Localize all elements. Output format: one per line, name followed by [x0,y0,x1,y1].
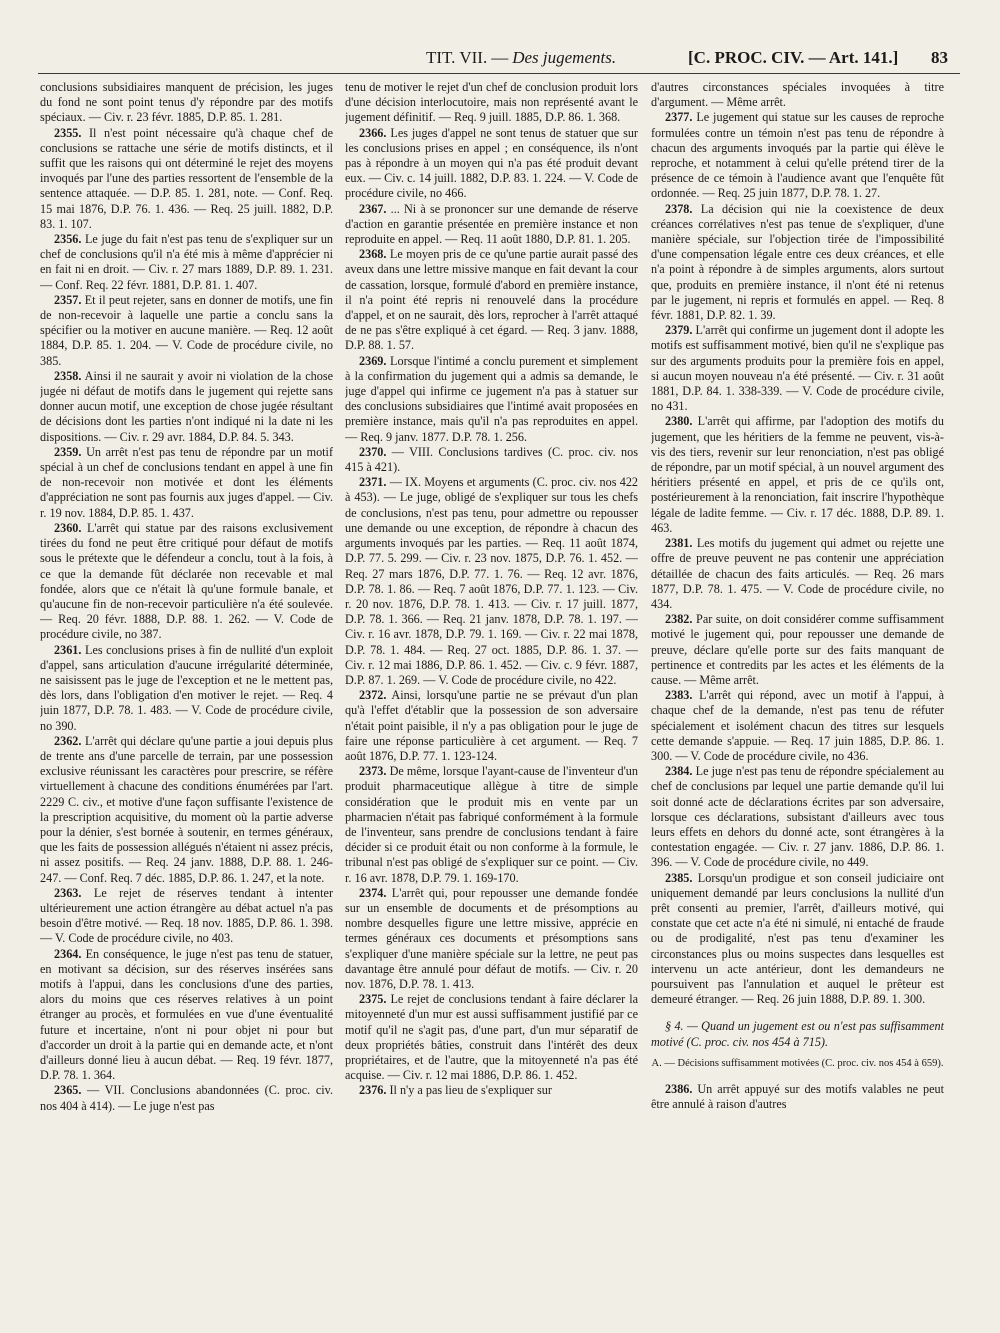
paragraph-number: 2374. [359,885,387,900]
paragraph-number: 2373. [359,764,387,779]
paragraph-text: Il n'est point nécessaire qu'à chaque chef de conclusions se rattache une série de motifs distincts, et il suffit que les raisons qui ont déterminé le rejet des moyens invoqués par l'une des parties ressortent de l'ensemble de la sentence attaquée. — D.P. 85. 1. 281, note. — Conf. Req. 15 mai 1876, D.P. 76. 1. 436. — Req. 25 juill. 1882, D.P. 83. 1. 107. [40,125,333,231]
code-reference: [C. PROC. CIV. — Art. 141.] [688,48,899,67]
paragraph-number: 2371. [359,475,387,490]
paragraph [651,202,944,324]
subtitle-label: Des jugements. [512,48,617,67]
paragraph-text: L'arrêt qui, pour repousser une demande fondée sur un ensemble de documents et de présomptions au nombre desquelles figure une lettre missive, apprécie en termes généraux ces documents et présomptions sans s'expliquer d'une manière spéciale sur la lettre, ne peut pas davantage être annulé pour défaut de motifs. — Civ. r. 20 nov. 1876, D.P. 78. 1. 413. [345,885,638,991]
paragraph-text: Les juges d'appel ne sont tenus de statuer que sur les conclusions prises en appel ; en conséquence, ils n'ont pas à répondre à un moyen qui n'a pas été produit devant eux. — Civ. c. 14 juill. 1882, D.P. 83. 1. 224. — V. Code de procédure civile, no 466. [345,125,638,201]
running-title [426,48,616,68]
paragraph-text: De même, lorsque l'ayant-cause de l'inventeur d'un produit pharmaceutique allègue à titre de simple considération que le produit mis en vente par un pharmacien n'était pas fabriqué conformément à la formule de l'inventeur, sans prendre de conclusions tendant à faire décider si ce produit était ou non conforme à la formule, le tribunal n'est pas obligé de s'expliquer sur ce point. — Civ. r. 16 avr. 1878, D.P. 79. 1. 169-170. [345,764,638,885]
paragraph-text: tenu de motiver le rejet d'un chef de conclusion produit lors d'une décision interlocutoire, mais non représenté avant le jugement définitif. — Req. 9 juill. 1885, D.P. 86. 1. 368. [345,80,638,125]
paragraph-number: 2379. [665,323,693,338]
paragraph-number: 2376. [359,1083,387,1098]
paragraph-number: 2381. [665,536,693,551]
paragraph-number: 2370. [359,444,387,459]
paragraph-text: L'arrêt qui statue par des raisons exclusivement tirées du fond ne peut être critiqué pour défaut de motifs sous le prétexte que le défendeur a conclu, tout à la fois, à ce que la demande fût déclarée non recevable et mal fondée, alors que ce n'était là qu'une formule banale, et qu'aucune fin de non-recevoir particulière n'a été soulevée. — Req. 20 févr. 1888, D.P. 88. 1. 262. — V. Code de procédure civile, no 387. [40,520,333,642]
paragraph [651,688,944,764]
paragraph [345,886,638,992]
paragraph [40,293,333,369]
paragraph-text: Ainsi il ne saurait y avoir ni violation de la chose jugée ni défaut de motifs dans le jugement qui rejette sans donner aucun motif, une exception de chose jugée résultant de décisions dont les parties n'ont indiqué ni la date ni les dispositions. — Civ. r. 29 avr. 1884, D.P. 84. 5. 343. [40,368,333,444]
paragraph [651,110,944,201]
paragraph-text: Le moyen pris de ce qu'une partie aurait passé des aveux dans une lettre missive manque en fait devant la cour de cassation, lorsque, formulé d'abord en première instance, il n'a point été repris ni renouvelé dans la procédure d'appel, et on ne saurait, dès lors, reprocher à l'arrêt attaqué de ne pas s'être expliqué à cet égard. — Req. 3 janv. 1888, D.P. 88. 1. 57. [345,247,638,353]
paragraph-text: L'arrêt qui affirme, par l'adoption des motifs du jugement, que les héritiers de la femme ne peuvent, vis-à-vis des tiers, revenir sur leur renonciation, n'est pas obligé de répondre, par un motif spécial, à un nouvel argument des héritiers présenté en appel, et pris de ce qu'ils ont, postérieurement à la renonciation, fait inscrire l'hypothèque légale de ladite femme. — Civ. r. 17 déc. 1888, D.P. 89. 1. 463. [651,414,944,535]
paragraph-text: Lorsqu'un prodigue et son conseil judiciaire ont uniquement demandé par leurs conclusions la nullité d'un prêt consenti au premier, l'arrêt, d'ailleurs motivé, qui constate que cet acte n'a été ni simulé, ni entaché de fraude ou de prodigalité, n'est pas tenu d'examiner les circonstances plus ou moins suspectes dans lesquelles est intervenu un acte antérieur, dont les demandeurs ne poursuivent pas l'annulation et auquel le prêteur est demeuré étranger. — Req. 26 juin 1888, D.P. 89. 1. 300. [651,870,944,1007]
title-label: TIT. VII. [426,48,488,67]
header-rule [38,73,960,74]
paragraph-number: 2384. [665,764,693,779]
paragraph-number: 2377. [665,110,693,125]
paragraph-number: 2385. [665,870,693,885]
paragraph-number: 2356. [54,232,82,247]
paragraph [651,536,944,612]
paragraph-number: 2357. [54,292,82,307]
paragraph-number: 2368. [359,247,387,262]
paragraph-text: En conséquence, le juge n'est pas tenu de statuer, en motivant sa décision, sur des réserves insérées sans motifs à l'appui, dans les conclusions d'une des parties, alors du moins que ces réserves relatives à un point étranger au procès, et formulées en vue d'une éventualité future et incertaine, n'ont ni pour objet ni pour but d'accorder un droit à la partie qui en demande acte, et n'ont d'ailleurs donné lieu à aucun débat. — Req. 19 févr. 1877, D.P. 78. 1. 364. [40,946,333,1083]
paragraph [40,734,333,886]
paragraph-text: Et il peut rejeter, sans en donner de motifs, une fin de non-recevoir à laquelle une partie a conclu sans la spécifier ou la motiver en aucune manière. — Req. 12 août 1884, D.P. 85. 1. 204. — V. Code de procédure civile, no 385. [40,292,333,368]
paragraph-number: 2386. [665,1081,693,1096]
paragraph [40,80,333,126]
paragraph [40,947,333,1084]
paragraph [345,354,638,445]
paragraph-text: Un arrêt appuyé sur des motifs valables ne peut être annulé à raison d'autres [651,1081,944,1111]
paragraph [345,475,638,688]
paragraph [651,80,944,110]
paragraph [345,764,638,886]
paragraph-number: 2359. [54,444,82,459]
paragraph [345,247,638,353]
paragraph-number: 2360. [54,520,82,535]
paragraph-text: — VIII. Conclusions tardives (C. proc. civ. nos 415 à 421). [345,444,638,475]
paragraph [651,612,944,688]
paragraph [345,202,638,248]
paragraph-text: Ainsi, lorsqu'une partie ne se prévaut d'un plan qu'à l'effet d'établir que la possession de son adversaire n'était point paisible, il n'y a pas obligation pour le juge de faire une réponse particulière à cet argument. — Req. 7 août 1876, D.P. 77. 1. 123-124. [345,688,638,763]
paragraph [651,1082,944,1112]
paragraph-text: Les conclusions prises à fin de nullité d'un exploit d'appel, sans articulation d'aucune irrégularité déterminée, ne saisissent pas le juge de l'exception et ne le mettent pas, dès lors, dans l'obligation d'en motiver le rejet. — Req. 4 juin 1877, D.P. 78. 1. 483. — V. Code de procédure civile, no 390. [40,642,333,733]
paragraph-text: Lorsque l'intimé a conclu purement et simplement à la confirmation du jugement qui a admis sa demande, le juge d'appel qui infirme ce jugement n'a pas à statuer sur des conclusions subsidiaires que l'intimé avait proposées en première instance, mais qu'il n'a pas reproduites en appel. — Req. 9 janv. 1877. D.P. 78. 1. 256. [345,353,638,444]
paragraph-text: La décision qui nie la coexistence de deux créances corrélatives n'est pas tenue de s'expliquer, d'une manière spéciale, sur l'objection tirée de l'impossibilité d'une compensation légale entre ces deux créances, et elle n'a point à répondre à de simples arguments, alors surtout que, produits en première instance, il n'ont été ni retenus par le jugement, ni repris et formulés en appel. — Req. 8 févr. 1881, D.P. 82. 1. 39. [651,201,944,323]
paragraph [40,1083,333,1113]
paragraph-text: — IX. Moyens et arguments (C. proc. civ. nos 422 à 453). — Le juge, obligé de s'expliquer sur tous les chefs de conclusions, n'est pas tenu, pour admettre ou repousser une demande ou une exception, de répondre à chacun des arguments invoqués par les parties. — Req. 11 août 1874, D.P. 77. 5. 299. — Civ. r. 23 nov. 1875, D.P. 76. 1. 452. — Req. 27 mars 1876, D.P. 77. 1. 76. — Req. 12 avr. 1876, D.P. 78. 1. 86. — Req. 7 août 1876, D.P. 77. 1. 123. — Civ. r. 20 nov. 1876, D.P. 78. 1. 413. — Civ. r. 17 juill. 1877, D.P. 78. 1. 366. — Req. 21 janv. 1878, D.P. 78. 1. 197. — Civ. r. 16 avr. 1878, D.P. 79. 1. 169. — Civ. r. 22 mai 1878, D.P. 78. 1. 484. — Req. 27 oct. 1885, D.P. 86. 1. 37. — Civ. r. 12 mai 1886, D.P. 86. 1. 452. — Civ. c. 9 févr. 1887, D.P. 87. 1. 269. — V. Code de procédure civile, no 422. [345,475,638,687]
paragraph-text: d'autres circonstances spéciales invoquées à titre d'argument. — Même arrêt. [651,80,944,110]
paragraph-number: 2367. [359,201,387,216]
paragraph [651,764,944,870]
paragraph [40,369,333,445]
paragraph-number: 2362. [54,733,82,748]
paragraph-text: Par suite, on doit considérer comme suffisamment motivé le jugement qui, pour repousser une demande de preuve, déclare qu'elle porte sur des faits manquant de pertinence et contredits par les actes et les éléments de la cause. — Même arrêt. [651,612,944,687]
paragraph-text: Le jugement qui statue sur les causes de reproche formulées contre un témoin n'est pas tenu de répondre à chacun des arguments invoqués par la partie qui élève le reproche, et notamment à celui qu'elle prétend tirer de la présence de ce témoin à l'audience avant que l'enquête fût ordonnée. — Req. 25 juin 1877, D.P. 78. 1. 27. [651,110,944,201]
paragraph-number: 2372. [359,688,387,703]
paragraph-text: Le rejet de réserves tendant à intenter ultérieurement une action étrangère au débat actuel n'a pas besoin d'être motivé. — Req. 18 nov. 1885, D.P. 86. 1. 398. — V. Code de procédure civile, no 403. [40,885,333,946]
paragraph [40,126,333,232]
paragraph-number: 2364. [54,946,82,961]
paragraph-number: 2363. [54,885,82,900]
paragraph [40,232,333,293]
paragraph-text: — VII. Conclusions abandonnées (C. proc. civ. nos 404 à 414). — Le juge n'est pas [40,1083,333,1113]
paragraph [40,521,333,643]
paragraph [345,1083,638,1098]
paragraph-text: L'arrêt qui confirme un jugement dont il adopte les motifs est suffisamment motivé, bien qu'il ne s'explique pas sur des arguments produits pour la première fois en appel, si aucun moyen nouveau n'a été présenté. — Civ. r. 31 août 1881, D.P. 84. 1. 338-339. — V. Code de procédure civile, no 431. [651,323,944,414]
paragraph-number: 2361. [54,642,82,657]
paragraph-number: 2365. [54,1083,82,1098]
paragraph [40,445,333,521]
paragraph [345,992,638,1083]
title-dash: — [491,48,509,67]
paragraph-number: 2380. [665,414,693,429]
paragraph-number: 2375. [359,992,387,1007]
paragraph-text: Les motifs du jugement qui admet ou rejette une offre de preuve peuvent ne pas contenir une appréciation détaillée de chacun des faits articulés. — Req. 26 mars 1877, D.P. 78. 1. 475. — V. Code de procédure civile, no 434. [651,536,944,611]
page-number: 83 [931,48,948,67]
paragraph-number: 2355. [54,125,82,140]
column-left [40,80,333,1320]
paragraph-text: Il n'y a pas lieu de s'expliquer sur [389,1083,552,1098]
paragraph-number: 2382. [665,612,693,627]
paragraph-text: Un arrêt n'est pas tenu de répondre par un motif spécial à un chef de conclusions tendant en appel à une fin de non-recevoir non motivée et dont les éléments d'appréciation ne sont pas fournis aux juges d'appel. — Civ. r. 19 nov. 1884, D.P. 85. 1. 437. [40,444,333,520]
paragraph [345,445,638,475]
paragraph-text: conclusions subsidiaires manquent de précision, les juges du fond ne sont point tenus d'y répondre par des motifs spéciaux. — Civ. r. 23 févr. 1885, D.P. 85. 1. 281. [40,80,333,125]
paragraph-text: ... Ni à se prononcer sur une demande de réserve d'action en garantie présentée en première instance et non reproduite en appel. — Req. 11 août 1880, D.P. 81. 1. 205. [345,201,638,247]
paragraph [345,126,638,202]
paragraph [651,871,944,1008]
paragraph [40,643,333,734]
column-right [651,80,944,1320]
paragraph [651,414,944,536]
paragraph-text: Le juge n'est pas tenu de répondre spécialement au chef de conclusions par lequel une partie demande qu'il lui soit donné acte de déclarations écrites par son adversaire, lorsque ces déclarations, subsistant d'ailleurs avec tous leurs effets en dehors du donné acte, sont étrangères à la contestation engagée. — Civ. r. 27 janv. 1886, D.P. 86. 1. 396. — V. Code de procédure civile, no 449. [651,764,944,870]
page-header [40,48,960,76]
paragraph [345,80,638,126]
paragraph-text: Le juge du fait n'est pas tenu de s'expliquer sur un chef de conclusions qu'il n'a été mis à même d'apprécier ni en fait ni en droit. — Civ. r. 27 mars 1889, D.P. 89. 1. 231. — Conf. Req. 22 févr. 1881, D.P. 81. 1. 407. [40,232,333,292]
paragraph-text: L'arrêt qui répond, avec un motif à l'appui, à chaque chef de la demande, n'est pas tenu de réfuter spécialement et isolément chacun des titres sur lesquels cette demande s'appuie. — Req. 17 juin 1885, D.P. 86. 1. 300. — V. Code de procédure civile, no 436. [651,688,944,763]
column-middle [345,80,638,1320]
section-heading: § 4. — Quand un jugement est ou n'est pas suffisamment motivé (C. proc. civ. nos 454 à 715). [651,1019,944,1049]
paragraph-text: Le rejet de conclusions tendant à faire déclarer la mitoyenneté d'un mur est aussi suffisamment justifié par ce motif qu'il ne s'agit pas, d'une part, d'un mur séparatif de deux propriétés bâties, construit dans l'intérêt des deux propriétaires, et de l'autre, que la mitoyenneté n'a pas été acquise. — Civ. r. 12 mai 1886, D.P. 86. 1. 452. [345,992,638,1083]
subsection-heading: A. — Décisions suffisamment motivées (C. proc. civ. nos 454 à 659). [651,1057,944,1069]
paragraph-number: 2369. [359,353,387,368]
paragraph [345,688,638,764]
paragraph-number: 2366. [359,125,387,140]
paragraph [651,323,944,414]
paragraph-number: 2358. [54,368,82,383]
paragraph-text: L'arrêt qui déclare qu'une partie a joui depuis plus de trente ans d'une parcelle de terrain, par une possession exclusive réunissant les caractères pour prescrire, se réfère virtuellement à chacune des conditions énumérées par l'art. 2229 C. civ., et motive d'une façon suffisante l'existence de la prescription acquisitive, du moment où la partie adverse pour la dénier, s'est bornée à soutenir, en termes généraux, que les faits de possession allégués n'étaient ni assez précis, ni assez positifs. — Req. 24 janv. 1888, D.P. 88. 1. 246-247. — Conf. Req. 7 déc. 1885, D.P. 86. 1. 247, et la note. [40,733,333,885]
paragraph [40,886,333,947]
paragraph-number: 2378. [665,201,693,216]
paragraph-number: 2383. [665,688,693,703]
